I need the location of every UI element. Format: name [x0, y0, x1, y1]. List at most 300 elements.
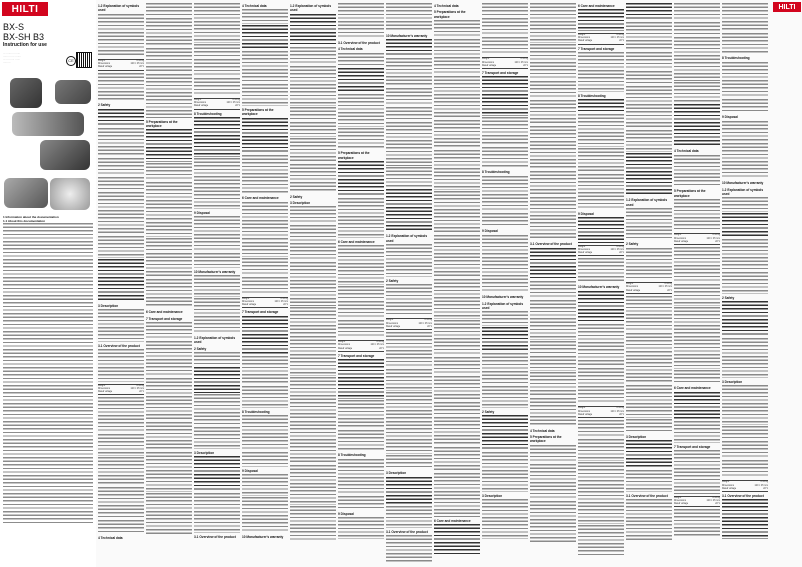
text-column [290, 2, 336, 562]
spec-row [338, 348, 384, 351]
paragraph-block [578, 258, 624, 283]
paragraph-block [530, 248, 576, 280]
text-column [146, 2, 192, 562]
intro-heading-2: 1.1 About this documentation [3, 219, 46, 223]
paragraph-block [98, 457, 144, 486]
paragraph-block [626, 130, 672, 152]
spec-value: 0.13 kg [760, 481, 768, 484]
paragraph-block [386, 332, 432, 368]
paragraph-block [194, 456, 240, 492]
spec-table [98, 59, 144, 71]
paragraph-block [290, 122, 336, 136]
text-column [530, 2, 576, 562]
paragraph-block [626, 248, 672, 280]
paragraph-block [146, 74, 192, 117]
paragraph-block [722, 426, 768, 440]
section-heading: 9 Disposal [194, 210, 210, 215]
paragraph-block [578, 324, 624, 367]
paragraph-block [482, 452, 528, 492]
document-subtitle: Instruction for use [3, 42, 47, 48]
section-heading: 4 Technical data [338, 47, 363, 52]
paragraph-block [674, 3, 720, 21]
paragraph-block [578, 368, 624, 404]
paragraph-block [674, 284, 720, 306]
paragraph-block [482, 37, 528, 55]
paragraph-block [338, 359, 384, 399]
paragraph-block [290, 421, 336, 464]
paragraph-block [338, 496, 384, 510]
paragraph-block [482, 415, 528, 451]
paragraph-block [578, 462, 624, 484]
spec-value: 120 × 45 mm [610, 410, 624, 413]
section-heading: 5 Preparations at the workplace [146, 119, 178, 128]
paragraph-block [722, 197, 768, 211]
section-heading: 2 Safety [194, 346, 207, 351]
model-bxs: BX-S [3, 22, 25, 32]
section-heading: 10 Manufacturer's warranty [578, 285, 620, 290]
spec-value: 22 V [667, 289, 672, 292]
section-heading: 7 Transport and storage [578, 46, 615, 51]
paragraph-block [194, 216, 240, 252]
paragraph-block [242, 25, 288, 50]
paragraph-block [290, 377, 336, 420]
spec-key: Rated voltage [674, 502, 689, 505]
spec-table [98, 384, 144, 396]
spec-value: 22 V [139, 390, 144, 393]
spec-key: Weight [578, 407, 586, 410]
paragraph-block [722, 499, 768, 539]
spec-value: 120 × 45 mm [418, 322, 432, 325]
section-heading: 8 Troubleshooting [482, 170, 510, 175]
paragraph-block [338, 430, 384, 452]
paragraph-block [242, 51, 288, 83]
paragraph-block [386, 3, 432, 32]
paragraph-block [578, 420, 624, 438]
text-column [722, 2, 768, 562]
section-heading: 3.1 Overview of the product [98, 343, 140, 348]
section-heading: 9 Disposal [338, 511, 354, 516]
paragraph-block [146, 322, 192, 340]
spec-key: Rated voltage [626, 289, 641, 292]
paragraph-block [338, 198, 384, 238]
section-heading: 2 Safety [386, 278, 399, 283]
paragraph-block [674, 336, 720, 368]
spec-value: 22 V [523, 64, 528, 67]
spec-table [626, 282, 672, 294]
intro-heading-1: 1 Information about the documentation [3, 215, 59, 219]
paragraph-block [338, 320, 384, 338]
paragraph-block [626, 153, 672, 196]
paragraph-block [386, 369, 432, 391]
spec-value: 120 × 45 mm [370, 344, 384, 347]
paragraph-block [242, 84, 288, 106]
section-heading: 4 Technical data [674, 149, 699, 154]
paragraph-block [242, 202, 288, 242]
paragraph-block [626, 22, 672, 51]
paragraph-block [434, 150, 480, 190]
paragraph-block [674, 509, 720, 538]
spec-key: Rated voltage [98, 390, 113, 393]
spec-key: Dimensions [722, 484, 734, 487]
paragraph-block [194, 298, 240, 334]
spec-table [578, 33, 624, 45]
paragraph-block [530, 445, 576, 463]
paragraph-block [386, 58, 432, 87]
paragraph-block [530, 81, 576, 99]
spec-value: 22 V [379, 347, 384, 350]
paragraph-block [386, 122, 432, 165]
section-heading: 6 Care and maintenance [338, 239, 375, 244]
spec-key: Weight [194, 98, 202, 101]
spec-key: Rated voltage [578, 413, 593, 416]
spec-key: Weight [578, 245, 586, 248]
section-heading: 1.2 Explanation of symbols used [626, 198, 668, 207]
spec-table [578, 245, 624, 257]
spec-value: 22 V [619, 413, 624, 416]
paragraph-block [194, 275, 240, 297]
spec-key: Rated voltage [722, 487, 737, 490]
spec-row [386, 326, 432, 329]
paragraph-block [482, 386, 528, 408]
paragraph-block [722, 99, 768, 113]
paragraph-block [722, 143, 768, 179]
paragraph-block [338, 94, 384, 126]
spec-value: 0.13 kg [520, 58, 528, 61]
spec-key: Weight [386, 319, 394, 322]
spec-value: 120 × 45 mm [514, 61, 528, 64]
section-heading: 2 Safety [482, 409, 495, 414]
paragraph-block [98, 158, 144, 176]
spec-value: 120 × 45 mm [706, 499, 720, 502]
section-heading: 4 Technical data [530, 428, 555, 433]
text-column [386, 2, 432, 562]
paragraph-block [146, 253, 192, 278]
spec-table [242, 297, 288, 309]
paragraph-block [146, 48, 192, 73]
product-image-1 [10, 78, 42, 108]
section-heading: 3.1 Overview of the product [722, 493, 764, 498]
section-heading: 8 Troubleshooting [578, 93, 606, 98]
paragraph-block [338, 3, 384, 39]
section-heading: 1.2 Explanation of symbols used [386, 234, 428, 243]
paragraph-block [578, 148, 624, 173]
paragraph-block [194, 3, 240, 43]
section-heading: 1.2 Explanation of symbols used [194, 335, 236, 345]
spec-key: Weight [98, 384, 106, 387]
paragraph-block [578, 114, 624, 146]
paragraph-block [434, 279, 480, 319]
paragraph-block [194, 493, 240, 533]
paragraph-block [386, 477, 432, 506]
paragraph-block [146, 222, 192, 236]
spec-key: Rated voltage [578, 251, 593, 254]
paragraph-block [290, 506, 336, 542]
spec-table [722, 480, 768, 492]
paragraph-block [530, 3, 576, 43]
spec-value: 0.13 kg [232, 98, 240, 101]
section-heading: 10 Manufacturer's warranty [386, 33, 428, 38]
paragraph-block [674, 370, 720, 384]
paragraph-block [530, 398, 576, 427]
spec-value: 0.13 kg [280, 297, 288, 300]
section-heading: 10 Manufacturer's warranty [482, 295, 524, 300]
spec-table [386, 318, 432, 330]
paragraph-block [722, 460, 768, 478]
paragraph-block [146, 493, 192, 536]
paragraph-block [194, 44, 240, 58]
section-heading: 4 Technical data [98, 536, 123, 541]
paragraph-block [386, 88, 432, 106]
paragraph-block [626, 52, 672, 70]
spec-row [674, 241, 720, 244]
spec-value: 120 × 45 mm [610, 248, 624, 251]
paragraph-block [338, 400, 384, 429]
paragraph-block [290, 307, 336, 336]
spec-row [578, 40, 624, 43]
paragraph-block [98, 397, 144, 433]
text-column [98, 2, 144, 562]
paragraph-block [482, 311, 528, 325]
spec-value: 22 V [235, 105, 240, 108]
spec-value: 120 × 45 mm [658, 286, 672, 289]
spec-key: Weight [242, 297, 250, 300]
paragraph-block [434, 320, 480, 356]
section-heading: 7 Transport and storage [674, 444, 711, 449]
paragraph-block [338, 68, 384, 93]
paragraph-block [194, 117, 240, 157]
section-heading: 9 Disposal [482, 229, 498, 234]
paragraph-block [626, 86, 672, 129]
spec-row [194, 105, 240, 108]
paragraph-block [98, 434, 144, 456]
section-heading: 2 Safety [626, 242, 639, 247]
intro-paragraph [3, 223, 93, 523]
model-bxsh: BX-SH B3 [3, 32, 45, 42]
spec-key: Rated voltage [242, 304, 257, 307]
paragraph-block [386, 284, 432, 316]
paragraph-block [386, 455, 432, 469]
paragraph-block [290, 107, 336, 121]
spec-value: 22 V [139, 66, 144, 69]
paragraph-block [434, 20, 480, 38]
spec-value: 0.13 kg [712, 496, 720, 499]
section-heading: 5 Preparations at the workplace [674, 189, 706, 198]
paragraph-block [146, 182, 192, 222]
spec-value: 120 × 45 mm [754, 484, 768, 487]
spec-value: 0.13 kg [712, 234, 720, 237]
spec-value: 120 × 45 mm [610, 37, 624, 40]
paragraph-block [482, 257, 528, 293]
spec-value: 22 V [715, 502, 720, 505]
spec-key: Weight [722, 481, 730, 484]
section-heading: 10 Manufacturer's warranty [242, 534, 284, 539]
paragraph-block [482, 213, 528, 227]
paragraph-block [290, 47, 336, 65]
spec-key: Weight [674, 496, 682, 499]
spec-value: 120 × 45 mm [130, 63, 144, 66]
text-column [242, 2, 288, 562]
paragraph-block [530, 197, 576, 240]
cover-panel [0, 0, 96, 567]
paragraph-block [722, 272, 768, 294]
paragraph-block [242, 258, 288, 276]
paragraph-block [530, 141, 576, 170]
paragraph-block [242, 242, 288, 256]
paragraph-block [146, 3, 192, 17]
spec-value: 0.13 kg [616, 34, 624, 36]
spec-key: Dimensions [98, 63, 110, 66]
paragraph-block [98, 236, 144, 258]
spec-value: 22 V [763, 487, 768, 490]
spec-value: 22 V [715, 240, 720, 243]
paragraph-block [386, 39, 432, 57]
qr-code-icon [76, 52, 92, 68]
paragraph-block [482, 147, 528, 169]
paragraph-block [242, 118, 288, 154]
intro-text [3, 215, 93, 523]
paragraph-block [434, 191, 480, 234]
spec-value: 22 V [619, 40, 624, 43]
spec-value: 0.13 kg [136, 60, 144, 62]
paragraph-block [434, 235, 480, 278]
spec-value: 0.13 kg [616, 407, 624, 410]
section-heading: 3.1 Overview of the product [194, 534, 236, 539]
spec-key: Weight [482, 58, 490, 61]
paragraph-block [674, 82, 720, 104]
paragraph-block [674, 199, 720, 231]
paragraph-block [386, 107, 432, 121]
section-heading: 5 Preparations at the workplace [338, 151, 370, 160]
paragraph-block [722, 338, 768, 378]
paragraph-block [290, 336, 336, 376]
paragraph-block [626, 296, 672, 332]
paragraph-block [674, 421, 720, 443]
spec-key: Dimensions [626, 286, 638, 289]
paragraph-block [98, 128, 144, 157]
spec-key: Dimensions [386, 322, 398, 325]
paragraph-block [146, 279, 192, 308]
spec-row [98, 66, 144, 69]
paragraph-block [578, 9, 624, 31]
brand-name: HILTI [11, 3, 39, 15]
paragraph-block [722, 301, 768, 337]
paragraph-block [434, 120, 480, 149]
spec-key: Rated voltage [338, 347, 353, 350]
paragraph-block [194, 367, 240, 392]
section-heading: 1.2 Explanation of symbols used [722, 187, 764, 196]
paragraph-block [530, 44, 576, 80]
spec-table [674, 496, 720, 508]
paragraph-block [290, 262, 336, 305]
paragraph-block [194, 59, 240, 77]
spec-row [242, 304, 288, 307]
spec-row [98, 391, 144, 394]
section-heading: 3 Description [482, 493, 503, 498]
paragraph-block [722, 121, 768, 143]
paragraph-block [290, 14, 336, 46]
spec-value: 120 × 45 mm [130, 387, 144, 390]
paragraph-block [626, 385, 672, 417]
section-heading: 3 Description [98, 303, 119, 308]
paragraph-block [626, 333, 672, 355]
paragraph-block [578, 525, 624, 557]
section-heading: 3.1 Overview of the product [386, 529, 428, 534]
hilti-logo [2, 2, 48, 16]
paragraph-block [338, 459, 384, 495]
text-column [626, 2, 672, 562]
text-column [338, 2, 384, 562]
section-heading: 5 Preparations at the workplace [434, 10, 466, 19]
spec-key: Rated voltage [194, 105, 209, 108]
paragraph-block [98, 520, 144, 534]
paragraph-block [338, 128, 384, 150]
section-heading: 10 Manufacturer's warranty [194, 269, 236, 274]
spec-key: Dimensions [578, 37, 590, 40]
product-image-4 [40, 140, 90, 170]
spec-row [722, 488, 768, 491]
paragraph-block [722, 385, 768, 425]
spec-key: Dimensions [338, 344, 350, 347]
paragraph-block [290, 206, 336, 224]
spec-key: Weight [674, 234, 682, 237]
spec-table [338, 340, 384, 352]
spec-table [674, 233, 720, 245]
section-heading: 1.2 Explanation of symbols used [482, 301, 524, 310]
paragraph-block [386, 392, 432, 421]
paragraph-block [578, 484, 624, 524]
paragraph-block [242, 9, 288, 23]
spec-key: Rated voltage [386, 325, 401, 328]
section-heading: 3.1 Overview of the product [338, 41, 380, 45]
spec-key: Dimensions [194, 102, 206, 105]
section-heading: 2 Safety [722, 295, 735, 300]
product-image-5 [4, 178, 48, 208]
spec-key: Dimensions [98, 387, 110, 390]
paragraph-block [722, 441, 768, 459]
paragraph-block [530, 341, 576, 355]
paragraph-block [338, 245, 384, 285]
spec-value: 22 V [283, 304, 288, 307]
paragraph-block [674, 307, 720, 336]
section-heading: 3 Description [194, 450, 215, 455]
paragraph-block [626, 419, 672, 433]
paragraph-block [722, 62, 768, 98]
paragraph-block [722, 213, 768, 238]
paragraph-block [434, 376, 480, 401]
paragraph-block [434, 402, 480, 416]
paragraph-block [386, 421, 432, 453]
paragraph-block [530, 171, 576, 196]
paragraph-block [626, 355, 672, 384]
paragraph-block [434, 39, 480, 75]
section-heading: 8 Troubleshooting [338, 453, 366, 458]
section-heading: 7 Transport and storage [338, 353, 375, 358]
paragraph-block [578, 291, 624, 323]
spec-row [626, 290, 672, 293]
paragraph-block [338, 53, 384, 67]
spec-key: Weight [578, 34, 586, 36]
spec-row [578, 252, 624, 255]
paragraph-block [674, 104, 720, 147]
spec-key: Dimensions [578, 410, 590, 413]
paragraph-block [626, 440, 672, 469]
paragraph-block [242, 316, 288, 356]
paragraph-block [290, 66, 336, 106]
section-heading: 5 Preparations at the workplace [530, 434, 562, 444]
section-heading: 7 Transport and storage [482, 71, 519, 75]
spec-value: 0.13 kg [616, 245, 624, 248]
section-heading: 3 Description [386, 471, 407, 476]
